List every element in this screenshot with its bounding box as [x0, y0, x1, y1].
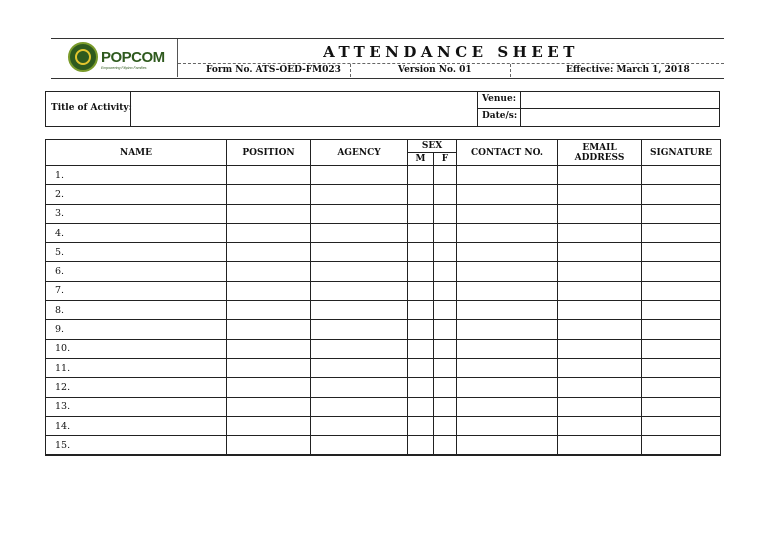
table-cell	[457, 358, 558, 377]
table-cell	[434, 262, 457, 281]
row-number: 14.	[46, 416, 227, 435]
table-cell	[457, 416, 558, 435]
table-row	[46, 397, 721, 416]
table-cell	[434, 243, 457, 262]
table-cell	[558, 320, 642, 339]
logo-text: POPCOM	[101, 49, 165, 66]
table-cell	[457, 397, 558, 416]
table-row	[46, 166, 721, 185]
table-cell	[408, 223, 434, 242]
table-cell	[227, 436, 311, 456]
table-cell	[642, 416, 721, 435]
table-cell	[408, 262, 434, 281]
table-cell	[457, 301, 558, 320]
form-meta-row	[178, 63, 724, 78]
table-row	[46, 358, 721, 377]
attendance-table	[45, 139, 721, 456]
table-cell	[642, 262, 721, 281]
table-cell	[311, 262, 408, 281]
table-cell	[457, 378, 558, 397]
row-number: 2.	[46, 185, 227, 204]
table-cell	[434, 358, 457, 377]
table-cell	[457, 185, 558, 204]
col-email: EMAIL ADDRESS	[558, 140, 642, 166]
table-cell	[311, 397, 408, 416]
table-cell	[227, 223, 311, 242]
table-cell	[434, 339, 457, 358]
table-cell	[311, 185, 408, 204]
popcom-seal-icon	[68, 42, 98, 72]
table-cell	[434, 223, 457, 242]
logo-tagline: Empowering Filipino Families	[101, 66, 147, 70]
table-cell	[408, 339, 434, 358]
table-cell	[558, 185, 642, 204]
table-cell	[311, 320, 408, 339]
table-row	[46, 243, 721, 262]
col-sex-m: M	[408, 153, 434, 166]
table-cell	[457, 339, 558, 358]
table-cell	[434, 436, 457, 456]
table-cell	[227, 301, 311, 320]
table-cell	[408, 436, 434, 456]
table-cell	[408, 378, 434, 397]
table-cell	[408, 397, 434, 416]
table-row	[46, 436, 721, 456]
table-cell	[311, 301, 408, 320]
table-cell	[642, 281, 721, 300]
table-cell	[227, 378, 311, 397]
table-row	[46, 204, 721, 223]
table-cell	[558, 243, 642, 262]
table-cell	[457, 243, 558, 262]
table-cell	[227, 243, 311, 262]
page-title: ATTENDANCE SHEET	[323, 43, 579, 61]
table-cell	[457, 320, 558, 339]
effective-date: Effective: March 1, 2018	[566, 65, 690, 75]
table-cell	[408, 243, 434, 262]
table-cell	[311, 378, 408, 397]
table-row	[46, 378, 721, 397]
col-sex-f: F	[434, 153, 457, 166]
table-cell	[558, 281, 642, 300]
table-row	[46, 262, 721, 281]
table-cell	[457, 223, 558, 242]
table-cell	[642, 204, 721, 223]
table-cell	[408, 204, 434, 223]
table-cell	[311, 436, 408, 456]
table-cell	[227, 166, 311, 185]
col-position: POSITION	[227, 140, 311, 166]
table-cell	[408, 281, 434, 300]
table-cell	[227, 397, 311, 416]
table-row	[46, 281, 721, 300]
table-row	[46, 416, 721, 435]
table-cell	[434, 204, 457, 223]
table-cell	[227, 339, 311, 358]
table-cell	[457, 281, 558, 300]
table-cell	[434, 185, 457, 204]
table-cell	[558, 436, 642, 456]
table-cell	[642, 223, 721, 242]
row-number: 13.	[46, 397, 227, 416]
venue-label: Venue:	[482, 94, 517, 104]
table-cell	[227, 320, 311, 339]
table-cell	[642, 301, 721, 320]
table-cell	[642, 358, 721, 377]
table-cell	[311, 223, 408, 242]
col-agency: AGENCY	[311, 140, 408, 166]
table-cell	[558, 262, 642, 281]
table-cell	[408, 185, 434, 204]
table-cell	[642, 339, 721, 358]
row-number: 6.	[46, 262, 227, 281]
table-cell	[642, 320, 721, 339]
table-cell	[642, 397, 721, 416]
table-cell	[311, 358, 408, 377]
table-cell	[457, 166, 558, 185]
table-cell	[434, 397, 457, 416]
table-cell	[642, 378, 721, 397]
table-row	[46, 185, 721, 204]
col-name: NAME	[46, 140, 227, 166]
table-cell	[408, 301, 434, 320]
table-cell	[227, 262, 311, 281]
table-cell	[227, 204, 311, 223]
table-cell	[642, 185, 721, 204]
row-number: 8.	[46, 301, 227, 320]
table-cell	[311, 416, 408, 435]
activity-info-box	[45, 91, 720, 127]
table-cell	[408, 358, 434, 377]
table-cell	[311, 204, 408, 223]
col-sex: SEX	[408, 140, 457, 153]
col-signature: SIGNATURE	[642, 140, 721, 166]
table-cell	[434, 320, 457, 339]
table-cell	[227, 281, 311, 300]
table-cell	[558, 339, 642, 358]
row-number: 9.	[46, 320, 227, 339]
table-cell	[434, 378, 457, 397]
table-cell	[311, 166, 408, 185]
table-cell	[457, 204, 558, 223]
table-row	[46, 301, 721, 320]
table-cell	[434, 281, 457, 300]
table-cell	[434, 166, 457, 185]
table-cell	[311, 243, 408, 262]
table-cell	[558, 397, 642, 416]
row-number: 12.	[46, 378, 227, 397]
form-header	[51, 38, 724, 79]
table-cell	[558, 378, 642, 397]
table-cell	[311, 281, 408, 300]
table-cell	[558, 416, 642, 435]
table-cell	[558, 358, 642, 377]
table-cell	[227, 185, 311, 204]
table-row	[46, 320, 721, 339]
table-cell	[558, 223, 642, 242]
row-number: 15.	[46, 436, 227, 456]
table-cell	[558, 301, 642, 320]
table-row	[46, 223, 721, 242]
table-cell	[558, 166, 642, 185]
form-number: Form No. ATS-OED-FM023	[206, 65, 341, 75]
table-cell	[642, 166, 721, 185]
table-cell	[642, 436, 721, 456]
table-row	[46, 339, 721, 358]
table-cell	[457, 262, 558, 281]
row-number: 5.	[46, 243, 227, 262]
title-of-activity-label: Title of Activity:	[51, 103, 132, 113]
table-cell	[434, 416, 457, 435]
row-number: 3.	[46, 204, 227, 223]
row-number: 11.	[46, 358, 227, 377]
table-cell	[408, 166, 434, 185]
table-cell	[434, 301, 457, 320]
row-number: 1.	[46, 166, 227, 185]
row-number: 4.	[46, 223, 227, 242]
table-cell	[457, 436, 558, 456]
table-cell	[558, 204, 642, 223]
table-cell	[227, 416, 311, 435]
table-cell	[642, 243, 721, 262]
logo-area	[51, 39, 178, 77]
table-cell	[408, 416, 434, 435]
col-contact: CONTACT NO.	[457, 140, 558, 166]
row-number: 7.	[46, 281, 227, 300]
row-number: 10.	[46, 339, 227, 358]
dates-label: Date/s:	[482, 111, 518, 121]
table-cell	[408, 320, 434, 339]
table-cell	[227, 358, 311, 377]
table-cell	[311, 339, 408, 358]
version-number: Version No. 01	[398, 65, 472, 75]
